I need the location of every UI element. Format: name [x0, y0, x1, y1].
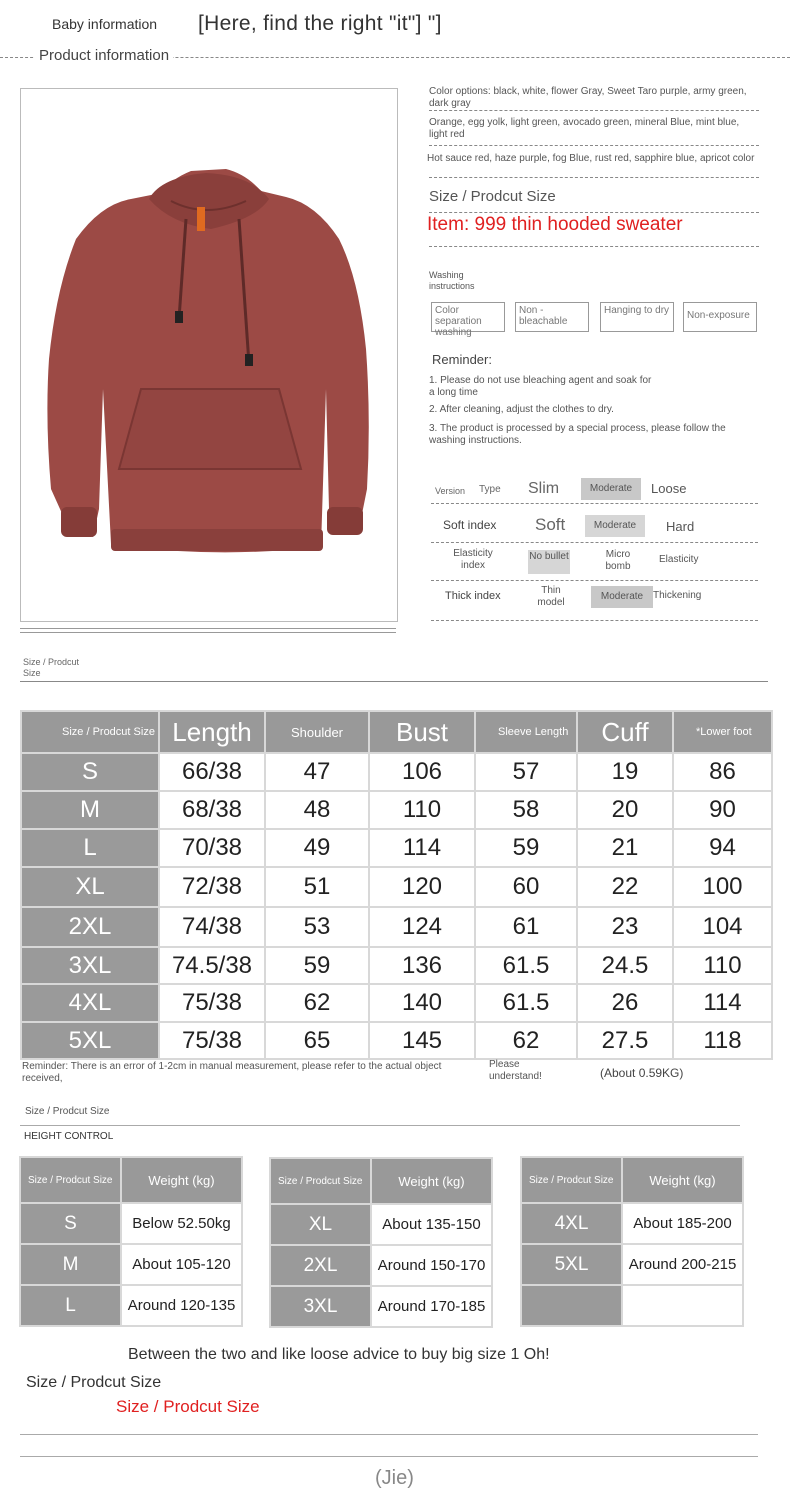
reminder-1: 1. Please do not use bleaching agent and soak for a long time [429, 375, 652, 398]
wash-non-bleach: Non -bleachable [515, 302, 589, 332]
size-value-cell: 65 [265, 1022, 369, 1059]
image-underline-2 [20, 632, 396, 633]
version-moderate-selected: Moderate [581, 478, 641, 500]
size-section-divider [20, 681, 768, 682]
thick-thin-model: Thin model [537, 585, 565, 608]
image-underline [20, 628, 396, 629]
elastic-elasticity: Elasticity [659, 554, 699, 565]
washing-label: Washing instructions [429, 270, 475, 291]
height-control-title: HEIGHT CONTROL [24, 1131, 114, 1142]
weight-value-cell: Around 200-215 [622, 1244, 743, 1285]
size-cell: XL [21, 867, 159, 907]
size-value-cell: 94 [673, 829, 772, 867]
footer-size-label-red: Size / Prodcut Size [116, 1397, 260, 1416]
size-value-cell: 72/38 [159, 867, 265, 907]
size-value-cell: 24.5 [577, 947, 673, 984]
size-cell: M [21, 791, 159, 829]
weight-table [520, 1156, 744, 1327]
weight-size-cell: L [20, 1285, 121, 1326]
weight-table [269, 1157, 493, 1328]
size-row [21, 984, 772, 1022]
size-cell: 4XL [21, 984, 159, 1022]
weight-header-weight: Weight (kg) [622, 1157, 743, 1203]
reminder-3: 3. The product is processed by a special process, please follow the washing instructions. [429, 423, 726, 446]
size-value-cell: 114 [673, 984, 772, 1022]
weight-size-cell: S [20, 1203, 121, 1244]
size-header-sleeve: Sleeve Length [475, 711, 577, 753]
elasticity-index-label: Elasticity index [453, 548, 493, 571]
weight-size-cell: 2XL [270, 1245, 371, 1286]
size-value-cell: 61.5 [475, 984, 577, 1022]
size-row [21, 829, 772, 867]
height-size-label: Size / Prodcut Size [25, 1106, 110, 1117]
size-value-cell: 27.5 [577, 1022, 673, 1059]
size-value-cell: 110 [673, 947, 772, 984]
weight-size-cell: 4XL [521, 1203, 622, 1244]
weight-value-cell: About 105-120 [121, 1244, 242, 1285]
size-value-cell: 53 [265, 907, 369, 947]
weight-table [19, 1156, 243, 1327]
reminder-title: Reminder: [432, 352, 492, 367]
size-value-cell: 59 [475, 829, 577, 867]
weight-row [20, 1285, 242, 1326]
size-value-cell: 47 [265, 753, 369, 791]
weight-row [270, 1286, 492, 1327]
wash-non-exposure: Non-exposure [683, 302, 757, 332]
find-right-heading: [Here, find the right "it"] "] [198, 12, 442, 35]
weight-size-cell: 3XL [270, 1286, 371, 1327]
weight-row [521, 1244, 743, 1285]
size-header-lower-foot: *Lower foot [673, 711, 772, 753]
size-value-cell: 100 [673, 867, 772, 907]
weight-note: (About 0.59KG) [600, 1066, 684, 1080]
size-value-cell: 75/38 [159, 984, 265, 1022]
reminder-2: 2. After cleaning, adjust the clothes to dry. [429, 404, 614, 415]
weight-row [521, 1203, 743, 1244]
size-value-cell: 106 [369, 753, 475, 791]
size-row [21, 947, 772, 984]
color-options-3: Hot sauce red, haze purple, fog Blue, rust red, sapphire blue, apricot color [427, 153, 755, 164]
weight-row [20, 1244, 242, 1285]
size-value-cell: 140 [369, 984, 475, 1022]
size-row [21, 791, 772, 829]
weight-header-size: Size / Prodcut Size [20, 1157, 121, 1203]
soft-index-label: Soft index [443, 518, 497, 532]
size-value-cell: 74/38 [159, 907, 265, 947]
baby-info-label: Baby information [52, 16, 158, 32]
size-row [21, 1022, 772, 1059]
size-value-cell: 51 [265, 867, 369, 907]
size-value-cell: 74.5/38 [159, 947, 265, 984]
soft-option: Soft [535, 515, 566, 534]
size-cell: S [21, 753, 159, 791]
size-value-cell: 110 [369, 791, 475, 829]
size-cell: 3XL [21, 947, 159, 984]
size-row [21, 753, 772, 791]
weight-row [270, 1245, 492, 1286]
wash-color-separation: Color separation washing [431, 302, 505, 332]
size-section-label: Size / Prodcut Size [23, 657, 80, 678]
size-advice: Between the two and like loose advice to buy big size 1 Oh! [128, 1346, 550, 1363]
soft-hard: Hard [666, 519, 695, 534]
weight-header-weight: Weight (kg) [371, 1158, 492, 1204]
size-value-cell: 104 [673, 907, 772, 947]
weight-row [270, 1204, 492, 1245]
please-understand: Please understand! [489, 1059, 542, 1082]
wash-hang-dry: Hanging to dry [600, 302, 674, 332]
weight-header-weight: Weight (kg) [121, 1157, 242, 1203]
version-label: Type [479, 484, 501, 495]
weight-row [20, 1203, 242, 1244]
size-header-size: Size / Prodcut Size [21, 711, 159, 753]
size-value-cell: 120 [369, 867, 475, 907]
size-row [21, 907, 772, 947]
elastic-no-bullet-selected: No bullet [528, 550, 570, 574]
size-header-length: Length [159, 711, 265, 753]
size-table [20, 710, 773, 1060]
size-value-cell: 61.5 [475, 947, 577, 984]
size-value-cell: 70/38 [159, 829, 265, 867]
weight-value-cell: Around 120-135 [121, 1285, 242, 1326]
measurement-reminder: Reminder: There is an error of 1-2cm in manual measurement, please refer to the actual object received, [22, 1061, 442, 1084]
size-cell: 5XL [21, 1022, 159, 1059]
size-label: Size / Prodcut Size [429, 188, 556, 205]
weight-value-cell: About 135-150 [371, 1204, 492, 1245]
size-value-cell: 20 [577, 791, 673, 829]
size-value-cell: 26 [577, 984, 673, 1022]
product-image-frame [20, 88, 398, 622]
version-loose: Loose [651, 481, 687, 496]
version-prefix: Version [435, 486, 466, 496]
weight-size-cell: M [20, 1244, 121, 1285]
version-slim: Slim [528, 480, 560, 497]
size-value-cell: 114 [369, 829, 475, 867]
color-options-2: Orange, egg yolk, light green, avocado green, mineral Blue, mint blue, light red [429, 117, 740, 140]
size-value-cell: 19 [577, 753, 673, 791]
size-value-cell: 118 [673, 1022, 772, 1059]
size-value-cell: 62 [265, 984, 369, 1022]
size-header-shoulder: Shoulder [265, 711, 369, 753]
size-header-cuff: Cuff [577, 711, 673, 753]
size-value-cell: 90 [673, 791, 772, 829]
size-value-cell: 124 [369, 907, 475, 947]
weight-value-cell: Below 52.50kg [121, 1203, 242, 1244]
weight-value-cell: Around 150-170 [371, 1245, 492, 1286]
size-value-cell: 68/38 [159, 791, 265, 829]
thick-moderate-selected: Moderate [591, 586, 653, 608]
footer-jie: (Jie) [375, 1467, 414, 1489]
size-header-bust: Bust [369, 711, 475, 753]
elastic-micro-bomb: Micro bomb [605, 549, 631, 572]
weight-size-cell [521, 1285, 622, 1326]
item-title: Item: 999 thin hooded sweater [427, 214, 683, 235]
size-value-cell: 21 [577, 829, 673, 867]
weight-header-size: Size / Prodcut Size [270, 1158, 371, 1204]
thick-thickening: Thickening [653, 590, 702, 601]
size-value-cell: 66/38 [159, 753, 265, 791]
weight-value-cell: About 185-200 [622, 1203, 743, 1244]
footer-size-label: Size / Prodcut Size [26, 1374, 162, 1391]
size-value-cell: 136 [369, 947, 475, 984]
size-value-cell: 145 [369, 1022, 475, 1059]
size-value-cell: 59 [265, 947, 369, 984]
soft-moderate-selected: Moderate [585, 515, 645, 537]
size-value-cell: 86 [673, 753, 772, 791]
size-cell: L [21, 829, 159, 867]
product-info-title: Product information [35, 47, 173, 64]
size-value-cell: 49 [265, 829, 369, 867]
weight-size-cell: XL [270, 1204, 371, 1245]
size-cell: 2XL [21, 907, 159, 947]
size-value-cell: 22 [577, 867, 673, 907]
thick-index-label: Thick index [445, 590, 501, 602]
size-value-cell: 57 [475, 753, 577, 791]
size-value-cell: 58 [475, 791, 577, 829]
size-value-cell: 62 [475, 1022, 577, 1059]
hoodie-image [21, 89, 397, 621]
size-value-cell: 48 [265, 791, 369, 829]
weight-value-cell: Around 170-185 [371, 1286, 492, 1327]
weight-value-cell [622, 1285, 743, 1326]
size-value-cell: 23 [577, 907, 673, 947]
size-value-cell: 60 [475, 867, 577, 907]
size-row [21, 867, 772, 907]
weight-size-cell: 5XL [521, 1244, 622, 1285]
weight-row [521, 1285, 743, 1326]
size-value-cell: 75/38 [159, 1022, 265, 1059]
weight-header-size: Size / Prodcut Size [521, 1157, 622, 1203]
size-value-cell: 61 [475, 907, 577, 947]
color-options-1: Color options: black, white, flower Gray, Sweet Taro purple, army green, dark gray [429, 86, 747, 109]
